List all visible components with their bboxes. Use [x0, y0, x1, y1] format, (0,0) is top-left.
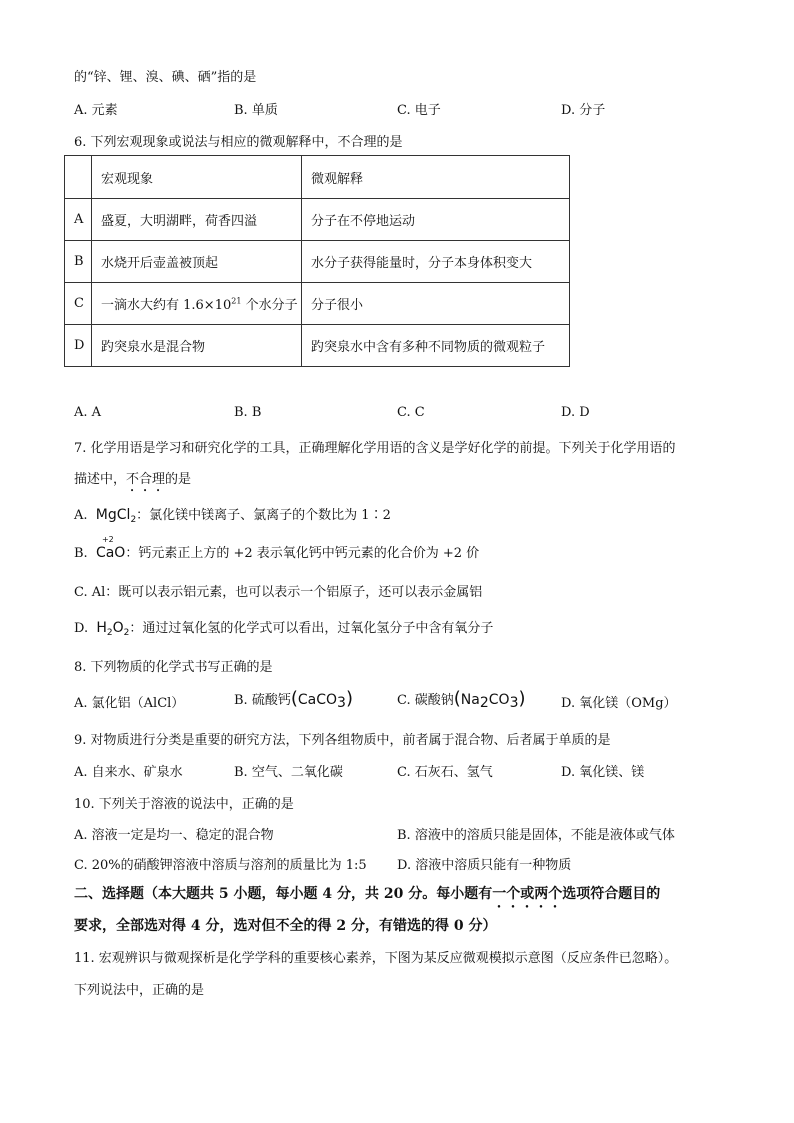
q6-option-d: D. D: [561, 405, 590, 420]
row-phenomenon: 趵突泉水是混合物: [92, 325, 302, 367]
row-key: C: [65, 283, 92, 325]
q6-option-a: A. A: [74, 405, 102, 420]
q11-stem-line1: 11. 宏观辨识与微观探析是化学学科的重要核心素养，下图为某反应微观模拟示意图（反应条件已忽略）。: [74, 951, 678, 966]
table-header-cell: 宏观现象: [92, 156, 302, 199]
q8-option-b: B. 硫酸钙(CaCO$_3$): [234, 688, 353, 711]
q8-option-d: D. 氧化镁（OMg）: [561, 696, 677, 711]
row-phenomenon: 盛夏，大明湖畔，荷香四溢: [92, 199, 302, 241]
row-explanation: 分子很小: [302, 283, 570, 325]
q10-option-a: A. 溶液一定是均一、稳定的混合物: [74, 828, 274, 843]
q8-option-c: C. 碳酸钠$(Na_2CO_3)$: [397, 688, 526, 711]
row-explanation: 分子在不停地运动: [302, 199, 570, 241]
q5-stem: 的“锌、锂、溴、碘、硒”指的是: [74, 70, 257, 85]
q9-option-b: B. 空气、二氧化碳: [234, 765, 343, 780]
q9-stem: 9. 对物质进行分类是重要的研究方法，下列各组物质中，前者属于混合物、后者属于单质的是: [74, 733, 611, 748]
q7-option-d: D. $H_2O_2$：通过过氧化氢的化学式可以看出，过氧化氢分子中含有氧分子: [74, 620, 494, 638]
q7-stem-line1: 7. 化学用语是学习和研究化学的工具，正确理解化学用语的含义是学好化学的前提。下列关于化学用语的: [74, 441, 676, 456]
table-row: [65, 325, 570, 367]
q6-options: [74, 405, 734, 423]
row-key: D: [65, 325, 92, 367]
row-phenomenon: 水烧开后壶盖被顶起: [92, 241, 302, 283]
q8-stem: 8. 下列物质的化学式书写正确的是: [74, 660, 273, 675]
q6-option-c: C. C: [397, 405, 425, 420]
table-row: [65, 283, 570, 325]
q9-option-c: C. 石灰石、氢气: [397, 765, 493, 780]
q10-options-row2: [74, 854, 734, 872]
row-explanation: 水分子获得能量时，分子本身体积变大: [302, 241, 570, 283]
q10-options-row1: [74, 824, 734, 842]
row-explanation: 趵突泉水中含有多种不同物质的微观粒子: [302, 325, 570, 367]
q7-option-c: C. Al：既可以表示铝元素，也可以表示一个铝原子，还可以表示金属铝: [74, 585, 483, 600]
table-row: [65, 199, 570, 241]
q5-option-d: D. 分子: [561, 103, 606, 118]
section2-heading-line1: 二、选择题（本大题共 5 小题，每小题 4 分，共 20 分。每小题有一个或两个选项符合题目的: [74, 886, 661, 902]
table-header-row: [65, 156, 570, 199]
q9-option-a: A. 自来水、矿泉水: [74, 765, 183, 780]
q10-stem: 10. 下列关于溶液的说法中，正确的是: [74, 797, 294, 812]
q8-option-a: A. 氯化铝（AlCl）: [74, 696, 185, 711]
table-header-cell: [65, 156, 92, 199]
q9-option-d: D. 氧化镁、镁: [561, 765, 645, 780]
q5-option-c: C. 电子: [397, 103, 441, 118]
q7-option-a: A. MgCl$_2$：氯化镁中镁离子、氯离子的个数比为 1∶2: [74, 507, 391, 525]
table-header-cell: 微观解释: [302, 156, 570, 199]
q5-options: [74, 99, 734, 117]
q10-option-d: D. 溶液中溶质只能有一种物质: [397, 858, 572, 873]
table-row: [65, 241, 570, 283]
q6-table: [64, 155, 570, 367]
q10-option-b: B. 溶液中的溶质只能是固体，不能是液体或气体: [397, 828, 675, 843]
q11-stem-line2: 下列说法中，正确的是: [74, 983, 205, 998]
q8-options: [74, 690, 734, 714]
q7-option-b: B. +2 CaO：钙元素正上方的 +2 表示氧化钙中钙元素的化合价为 +2 价: [74, 535, 480, 561]
q5-option-a: A. 元素: [74, 103, 118, 118]
q6-stem: 6. 下列宏观现象或说法与相应的微观解释中，不合理的是: [74, 135, 403, 150]
row-phenomenon: 一滴水大约有 $1.6\times 10^{21}$ 个水分子: [92, 283, 302, 325]
row-key: A: [65, 199, 92, 241]
q10-option-c: C. 20%的硝酸钾溶液中溶质与溶剂的质量比为 1:5: [74, 858, 367, 873]
row-key: B: [65, 241, 92, 283]
section2-heading-line2: 要求，全部选对得 4 分，选对但不全的得 2 分，有错选的得 0 分）: [74, 918, 497, 934]
q7-stem-line2: 描述中，不合理的是: [74, 472, 192, 487]
q6-option-b: B. B: [234, 405, 262, 420]
q5-option-b: B. 单质: [234, 103, 278, 118]
q9-options: [74, 761, 734, 779]
